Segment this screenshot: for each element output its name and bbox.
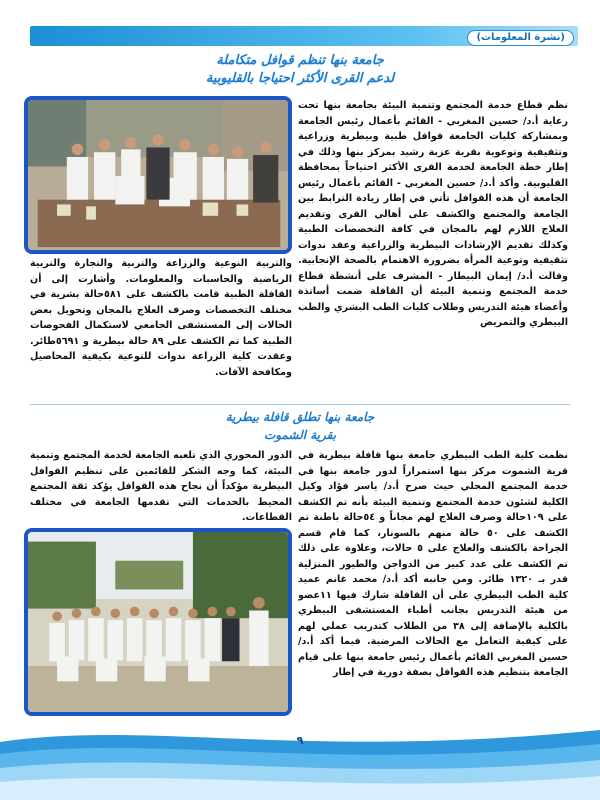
article1-left-column — [30, 256, 292, 382]
footer-wave — [0, 720, 600, 800]
article2-right-column — [298, 448, 568, 720]
article1-photo — [24, 96, 292, 254]
article2-right-text: نظمت كلية الطب البيطري جامعة بنها قافلة بيطرية في قرية الشموت مركز بنها استمراراً لدور جامعة بنها في خدمة المجتمع المحلي حيث صرح أ.د/ ياسر فؤاد وكيل الكلية لشئون خدمة المجتمع وتنمية البيئة بأنه تم الكشف على ١٠٩حالة وصرف العلاج لهم مجاناً و ٥٤حالة باطنة تم الكشف على ٥٠ حالة منهم بالسونار، كما قام قسم الجراحة بالكشف والعلاج على ٥ حالات، وعلاوة على ذلك تم الكشف على عدد كبير من الدواجن والطيور المنزلية قدر بـ ١٣٢٠ طائر. ومن جانبه أكد أ.د/ محمد غانم عميد كلية الطب البيطري على أن القافلة شارك فيها ١١عضو من هيئة التدريس بجانب أطباء المستشفى البيطري بالكلية بالإضافة إلى ٣٨ من الطلاب كتدريب عملي لهم على كيفية التعامل مع الحالات المرضية. فيما أكد أ.د/ حسين المغربي القائم بأعمال رئيس جامعة بنها على قيام الجامعة بتنظيم هذه القوافل بصفة دورية في إطار — [298, 450, 568, 678]
section-divider — [30, 404, 570, 405]
header-bar — [30, 26, 578, 46]
article1-title-line1: جامعة بنها تنظم قوافل متكاملة — [216, 53, 384, 68]
article1-right-text: نظم قطاع خدمة المجتمع وتنمية البيئة بجامعة بنها تحت رعاية أ.د/ حسين المغربي - القائم بأعمال رئيس الجامعة وبمشاركة كليات الجامعة قوافل طبية وبيطرية وزراعية وتثقيفية وتوعوية بقرية عزبة رشيد بمركز بنها وذلك في إطار خطة الجامعة لخدمة القرى الأكثر احتياجاً بمحافظة القليوبية. وأكد أ.د/ حسين المغربي - القائم بأعمال رئيس الجامعة أن هذه القوافل تأتي في إطار زيادة الترابط بين الجامعة والمجتمع والكشف على أهالي القرى وتقديم العلاج اللازم لهم بالمجان في كافة التخصصات الطبية وكذلك تقديم الإرشادات البيطرية والزراعية وعقد ندوات تثقيفية وتوعية المرأة بضرورة الاهتمام بالصحة الإنجابية. وقالت أ.د/ إيمان البيطار - المشرف على أنشطة قطاع خدمة المجتمع وتنمية البيئة أن القافلة ضمت أساتذة وأعضاء هيئة التدريس وطلاب كليات الطب البشري والطب البيطري والتمريض — [298, 100, 568, 328]
article1-title-line2: لدعم القرى الأكثر احتياجا بالقليوبية — [205, 71, 395, 86]
article2-left-column — [30, 448, 292, 526]
article2-left-text: الدور المحوري الذي تلعبه الجامعة لخدمة المجتمع وتنمية البيئة، كما وجه الشكر للقائمين على تنظيم القوافل البيطرية مؤكداً أن نجاح هذه القوافل يؤكد ثقة المجتمع المحيط بالخدمات التي تقدمها الجامعة في مختلف القطاعات. — [30, 450, 292, 523]
article1-title — [150, 52, 450, 88]
article2-photo — [24, 528, 292, 716]
page-number: ٩ — [296, 734, 304, 747]
article2-title-line2: بقرية الشموت — [263, 428, 337, 442]
article2-title — [190, 408, 410, 444]
article1-left-text: والتربية النوعية والزراعة والتربية والتجارة والتربية الرياضية والحاسبات والمعلومات. وأشارت إلى أن القافلة الطبية قامت بالكشف على ٥٨١حالة بشرية في مختلف التخصصات وصرف العلاج بالمجان وتحويل بعض الحالات إلى المستشفى الجامعي لاستكمال الفحوصات الطبية كما تم الكشف على ٨٩ حالة بيطرية و ٥٦٩١طائر. وعقدت كلية الزراعة ندوات للتوعية بكيفية المحاصيل ومكافحة الآفات. — [30, 258, 292, 378]
article1-right-column — [298, 98, 568, 386]
section-label: (نشرة المعلومات) — [467, 30, 574, 46]
article2-title-line1: جامعة بنها تطلق قافلة بيطرية — [225, 410, 375, 424]
